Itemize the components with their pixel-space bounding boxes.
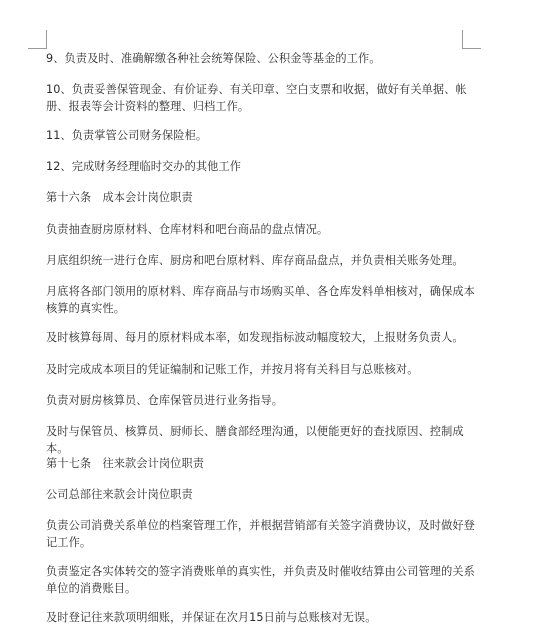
crop-mark-top-left (28, 30, 47, 49)
paragraph: 负责鉴定各实体转交的签字消费账单的真实性，并负责及时催收结算由公司管理的关系单位的消费账目。 (46, 565, 475, 595)
paragraph: 及时完成成本项目的凭证编制和记账工作，并按月将有关科目与总账核对。 (46, 363, 419, 376)
paragraph: 及时与保管员、核算员、厨师长、膳食部经理沟通，以便能更好的查找原因、控制成本。 (46, 425, 464, 455)
paragraph: 负责公司消费关系单位的档案管理工作，并根据营销部有关签字消费协议，及时做好登记工作。 (46, 519, 475, 549)
paragraph: 负责抽查厨房原材料、仓库材料和吧台商品的盘点情况。 (46, 223, 329, 236)
paragraph: 及时登记往来款项明细账，并保证在次月15日前与总账核对无误。 (46, 611, 377, 624)
subheading: 公司总部往来款会计岗位职责 (46, 488, 193, 501)
section-heading-article-16: 第十六条 成本会计岗位职责 (46, 191, 193, 204)
paragraph: 负责对厨房核算员、仓库保管员进行业务指导。 (46, 394, 284, 407)
paragraph: 月底将各部门领用的原材料、库存商品与市场购买单、各仓库发料单相核对，确保成本核算的真实性。 (46, 285, 475, 315)
paragraph: 月底组织统一进行仓库、厨房和吧台原材料、库存商品盘点，并负责相关账务处理。 (46, 254, 464, 267)
paragraph-item-10: 10、负责妥善保管现金、有价证券、有关印章、空白支票和收据，做好有关单据、帐册、报表等会计资料的整理、归档工作。 (46, 83, 467, 113)
section-heading-article-17: 第十七条 往来款会计岗位职责 (46, 457, 205, 470)
crop-mark-top-right (462, 30, 481, 49)
paragraph: 及时核算每周、每月的原材料成本率，如发现指标波动幅度较大，上报财务负责人。 (46, 331, 464, 344)
paragraph-item-11: 11、负责掌管公司财务保险柜。 (46, 129, 208, 142)
paragraph-item-12: 12、完成财务经理临时交办的其他工作 (46, 160, 242, 173)
paragraph-item-9: 9、负责及时、准确解缴各种社会统筹保险、公积金等基金的工作。 (46, 52, 381, 65)
